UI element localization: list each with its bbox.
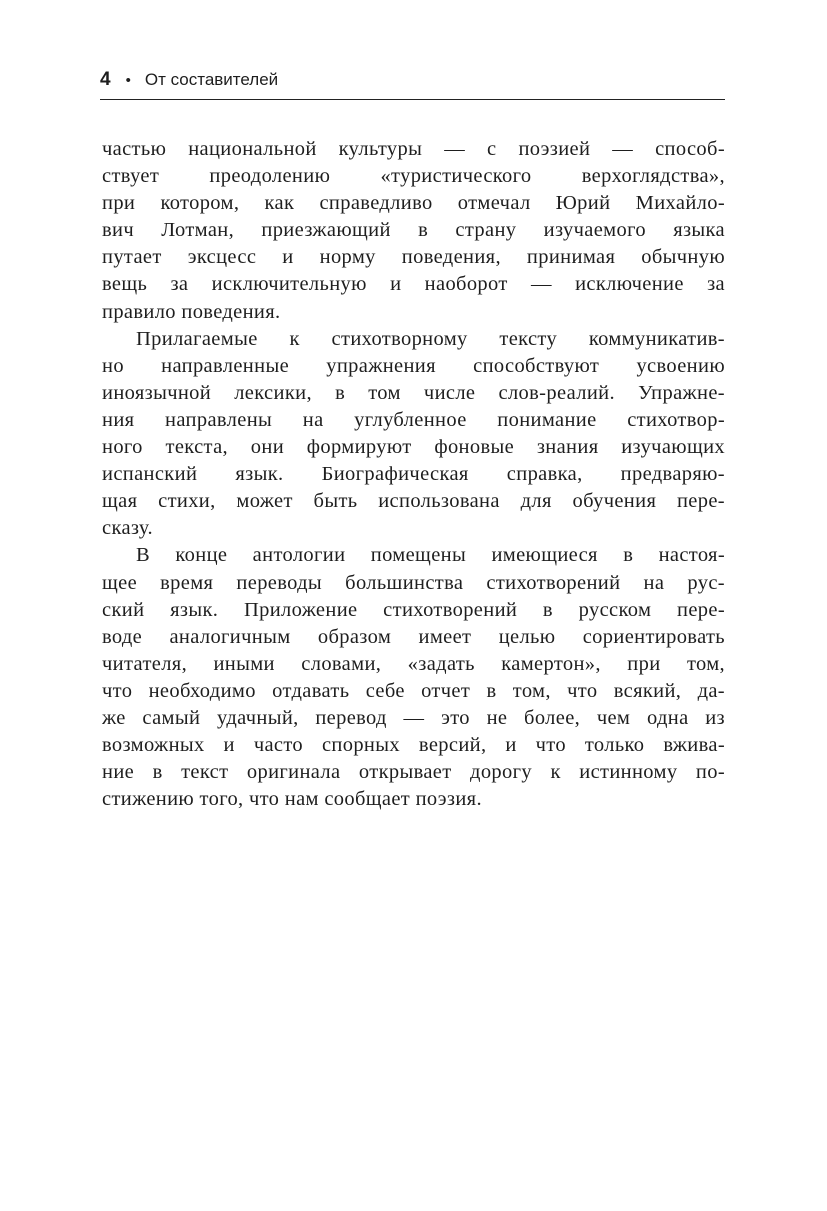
section-title: От составителей: [144, 70, 279, 89]
text-line: ние в текст оригинала открывает дорогу к истинному по-: [102, 761, 725, 784]
running-head: [100, 66, 725, 94]
text-line: же самый удачный, перевод — это не более, чем одна из: [102, 706, 725, 729]
text-line: вещь за исключительную и наоборот — исключение за: [102, 273, 725, 296]
text-line: что необходимо отдавать себе отчет в том, что всякий, да-: [102, 679, 725, 702]
text-line: ного текста, они формируют фоновые знания изучающих: [102, 436, 725, 459]
text-line: стижению того, что нам сообщает поэзия.: [102, 788, 482, 811]
bullet-separator: •: [125, 72, 131, 89]
page-number: 4: [100, 69, 111, 90]
text-line: иноязычной лексики, в том числе слов-реалий. Упражне-: [102, 381, 725, 404]
text-line: воде аналогичным образом имеет целью сориентировать: [102, 625, 725, 648]
paragraph-1: [102, 136, 725, 326]
text-line: щая стихи, может быть использована для обучения пере-: [102, 490, 725, 513]
text-line: Прилагаемые к стихотворному тексту коммуникатив-: [136, 327, 725, 350]
text-line: частью национальной культуры — с поэзией — способ-: [102, 138, 725, 160]
text-line: В конце антологии помещены имеющиеся в настоя-: [136, 544, 725, 567]
text-line: но направленные упражнения способствуют усвоению: [102, 354, 725, 377]
paragraph-2: [102, 326, 725, 543]
text-line: при котором, как справедливо отмечал Юрий Михайло-: [102, 192, 725, 215]
text-line: испанский язык. Биографическая справка, предваряю-: [102, 463, 725, 486]
text-line: щее время переводы большинства стихотворений на рус-: [102, 571, 725, 594]
text-line: вич Лотман, приезжающий в страну изучаемого языка: [102, 219, 725, 242]
text-line: возможных и часто спорных версий, и что только вжива-: [102, 734, 725, 757]
text-line: правило поведения.: [102, 300, 281, 323]
text-line: ствует преодолению «туристического верхоглядства»,: [102, 165, 725, 188]
text-line: читателя, иными словами, «задать камертон», при том,: [102, 652, 725, 675]
paragraph-3: [102, 542, 725, 813]
text-line: путает эксцесс и норму поведения, принимая обычную: [102, 246, 725, 269]
body-text: [102, 136, 725, 813]
text-line: ния направлены на углубленное понимание стихотвор-: [102, 408, 725, 431]
header-rule: [100, 99, 725, 100]
text-line: ский язык. Приложение стихотворений в русском пере-: [102, 598, 725, 621]
text-line: сказу.: [102, 517, 153, 540]
